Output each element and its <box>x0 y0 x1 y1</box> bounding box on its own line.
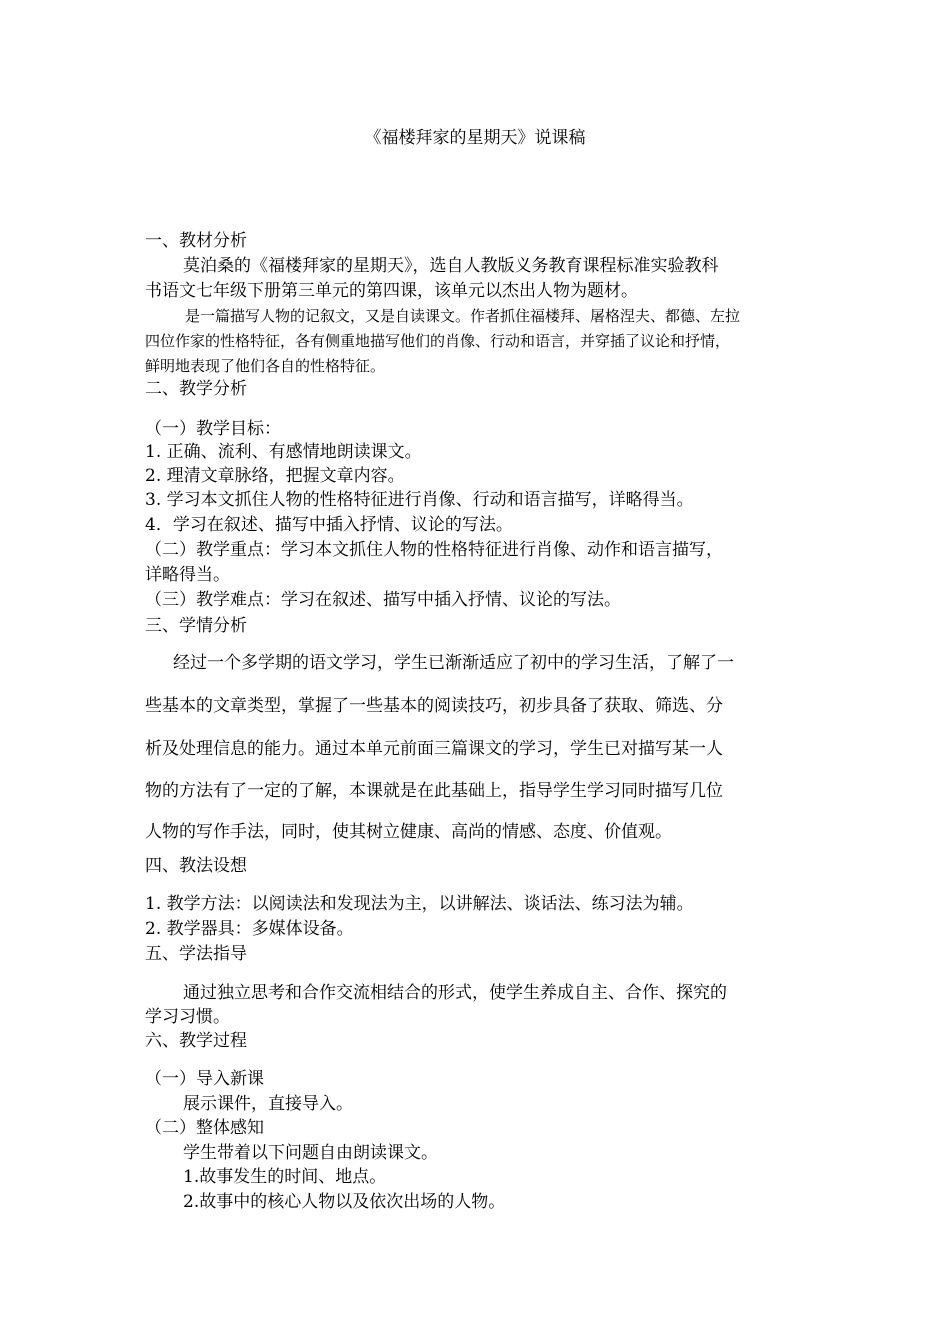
list-item: 1. 教学方法：以阅读法和发现法为主，以讲解法、谈话法、练习法为辅。 <box>145 894 694 914</box>
paragraph-line: 些基本的文章类型，掌握了一些基本的阅读技巧，初步具备了获取、筛选、分 <box>145 696 723 716</box>
paragraph-line: 物的方法有了一定的了解，本课就是在此基础上，指导学生学习同时描写几位 <box>145 781 723 801</box>
paragraph-line: （二）教学重点：学习本文抓住人物的性格特征进行肖像、动作和语言描写， <box>145 540 723 560</box>
list-item: 4．学习在叙述、描写中插入抒情、议论的写法。 <box>145 515 513 535</box>
paragraph-line: 析及处理信息的能力。通过本单元前面三篇课文的学习，学生已对描写某一人 <box>145 739 723 759</box>
paragraph-line: 经过一个多学期的语文学习，学生已渐渐适应了初中的学习生活，了解了一 <box>173 653 734 673</box>
paragraph-line: 四位作家的性格特征，各有侧重地描写他们的肖像、行动和语言，并穿插了议论和抒情， <box>145 332 731 350</box>
paragraph-line: 莫泊桑的《福楼拜家的星期天》，选自人教版义务教育课程标准实验教科 <box>183 256 719 276</box>
section-heading-teaching-analysis: 二、教学分析 <box>145 379 247 399</box>
list-item: 2. 理清文章脉络，把握文章内容。 <box>145 466 405 486</box>
paragraph-line: 书语文七年级下册第三单元的第四课，该单元以杰出人物为题材。 <box>145 281 638 301</box>
paragraph-line: 详略得当。 <box>145 565 230 585</box>
section-heading-teaching-process: 六、教学过程 <box>145 1031 247 1051</box>
subheading-teaching-goals: （一）教学目标： <box>145 419 281 439</box>
paragraph-line: 学生带着以下问题自由朗读课文。 <box>183 1143 438 1163</box>
section-heading-learning-guidance: 五、学法指导 <box>145 944 247 964</box>
paragraph-line: 人物的写作手法，同时，使其树立健康、高尚的情感、态度、价值观。 <box>145 822 672 842</box>
section-heading-student-analysis: 三、学情分析 <box>145 616 247 636</box>
section-heading-teaching-methods: 四、教法设想 <box>145 856 247 876</box>
section-heading-textbook-analysis: 一、教材分析 <box>145 231 247 251</box>
paragraph-line: 展示课件，直接导入。 <box>183 1094 353 1114</box>
list-item: 1. 正确、流利、有感情地朗读课文。 <box>145 442 422 462</box>
subheading-introduction: （一）导入新课 <box>145 1069 264 1089</box>
list-item: 3. 学习本文抓住人物的性格特征进行肖像、行动和语言描写，详略得当。 <box>145 490 694 510</box>
document-title: 《福楼拜家的星期天》说课稿 <box>364 128 586 148</box>
paragraph-line: 鲜明地表现了他们各自的性格特征。 <box>145 357 386 375</box>
list-item: 1.故事发生的时间、地点。 <box>183 1167 387 1187</box>
paragraph-line: （三）教学难点：学习在叙述、描写中插入抒情、议论的写法。 <box>145 590 621 610</box>
paragraph-line: 是一篇描写人物的记叙文，又是自读课文。作者抓住福楼拜、屠格涅夫、都德、左拉 <box>185 307 741 325</box>
paragraph-line: 学习习惯。 <box>145 1007 230 1027</box>
subheading-overall-perception: （二）整体感知 <box>145 1118 264 1138</box>
paragraph-line: 通过独立思考和合作交流相结合的形式，使学生养成自主、合作、探究的 <box>183 983 727 1003</box>
list-item: 2. 教学器具：多媒体设备。 <box>145 919 354 939</box>
list-item: 2.故事中的核心人物以及依次出场的人物。 <box>183 1192 506 1212</box>
